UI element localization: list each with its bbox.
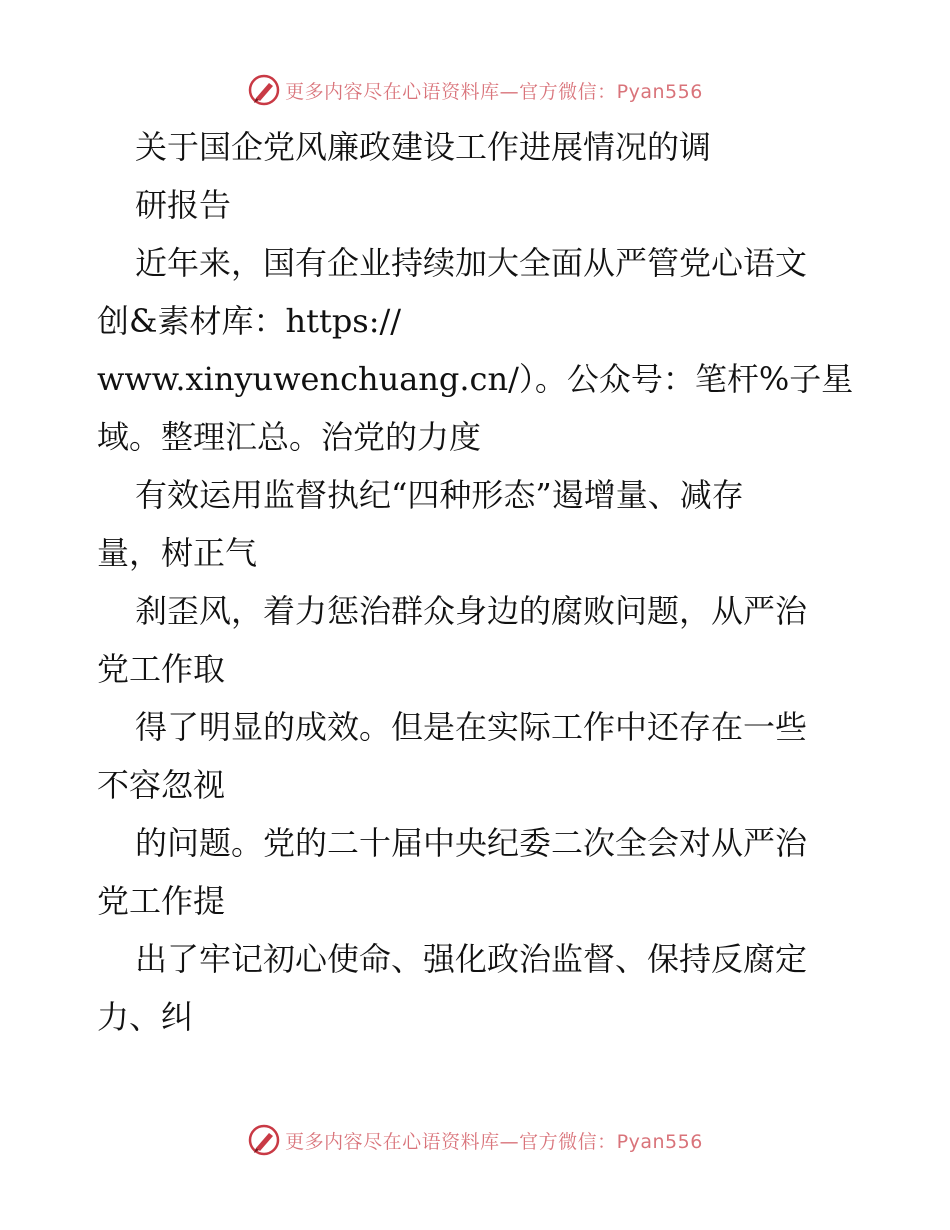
paragraph-line: 力、纠: [97, 998, 194, 1036]
paragraph-line: 党工作取: [97, 650, 226, 688]
title-line-2: 研报告: [135, 186, 232, 224]
title-line-1: 关于国企党风廉政建设工作进展情况的调: [135, 128, 712, 166]
pen-logo-icon: [247, 73, 281, 107]
paragraph-line: 量，树正气: [97, 534, 258, 572]
footer-watermark-banner: [0, 1120, 950, 1160]
paragraph-line: 不容忽视: [97, 766, 226, 804]
paragraph-line: 有效运用监督执纪“四种形态”遏增量、减存: [135, 476, 744, 514]
header-watermark-banner: [0, 70, 950, 110]
watermark-text: 更多内容尽在心语资料库—官方微信：Pyan556: [285, 80, 703, 103]
paragraph-line: www.xinyuwenchuang.cn/）。公众号：笔杆%子星: [97, 360, 854, 398]
pen-logo-icon: [247, 1123, 281, 1157]
paragraph-line: 得了明显的成效。但是在实际工作中还存在一些: [135, 708, 808, 746]
paragraph-line: 创&素材库：https://: [97, 302, 402, 340]
paragraph-line: 出了牢记初心使命、强化政治监督、保持反腐定: [135, 940, 808, 978]
document-body: [97, 118, 857, 1046]
paragraph-line: 域。整理汇总。治党的力度: [97, 418, 482, 456]
paragraph-line: 刹歪风，着力惩治群众身边的腐败问题，从严治: [135, 592, 808, 630]
paragraph-line: 党工作提: [97, 882, 226, 920]
paragraph-line: 近年来，国有企业持续加大全面从严管党心语文: [135, 244, 808, 282]
watermark-text: 更多内容尽在心语资料库—官方微信：Pyan556: [285, 1130, 703, 1153]
paragraph-line: 的问题。党的二十届中央纪委二次全会对从严治: [135, 824, 808, 862]
